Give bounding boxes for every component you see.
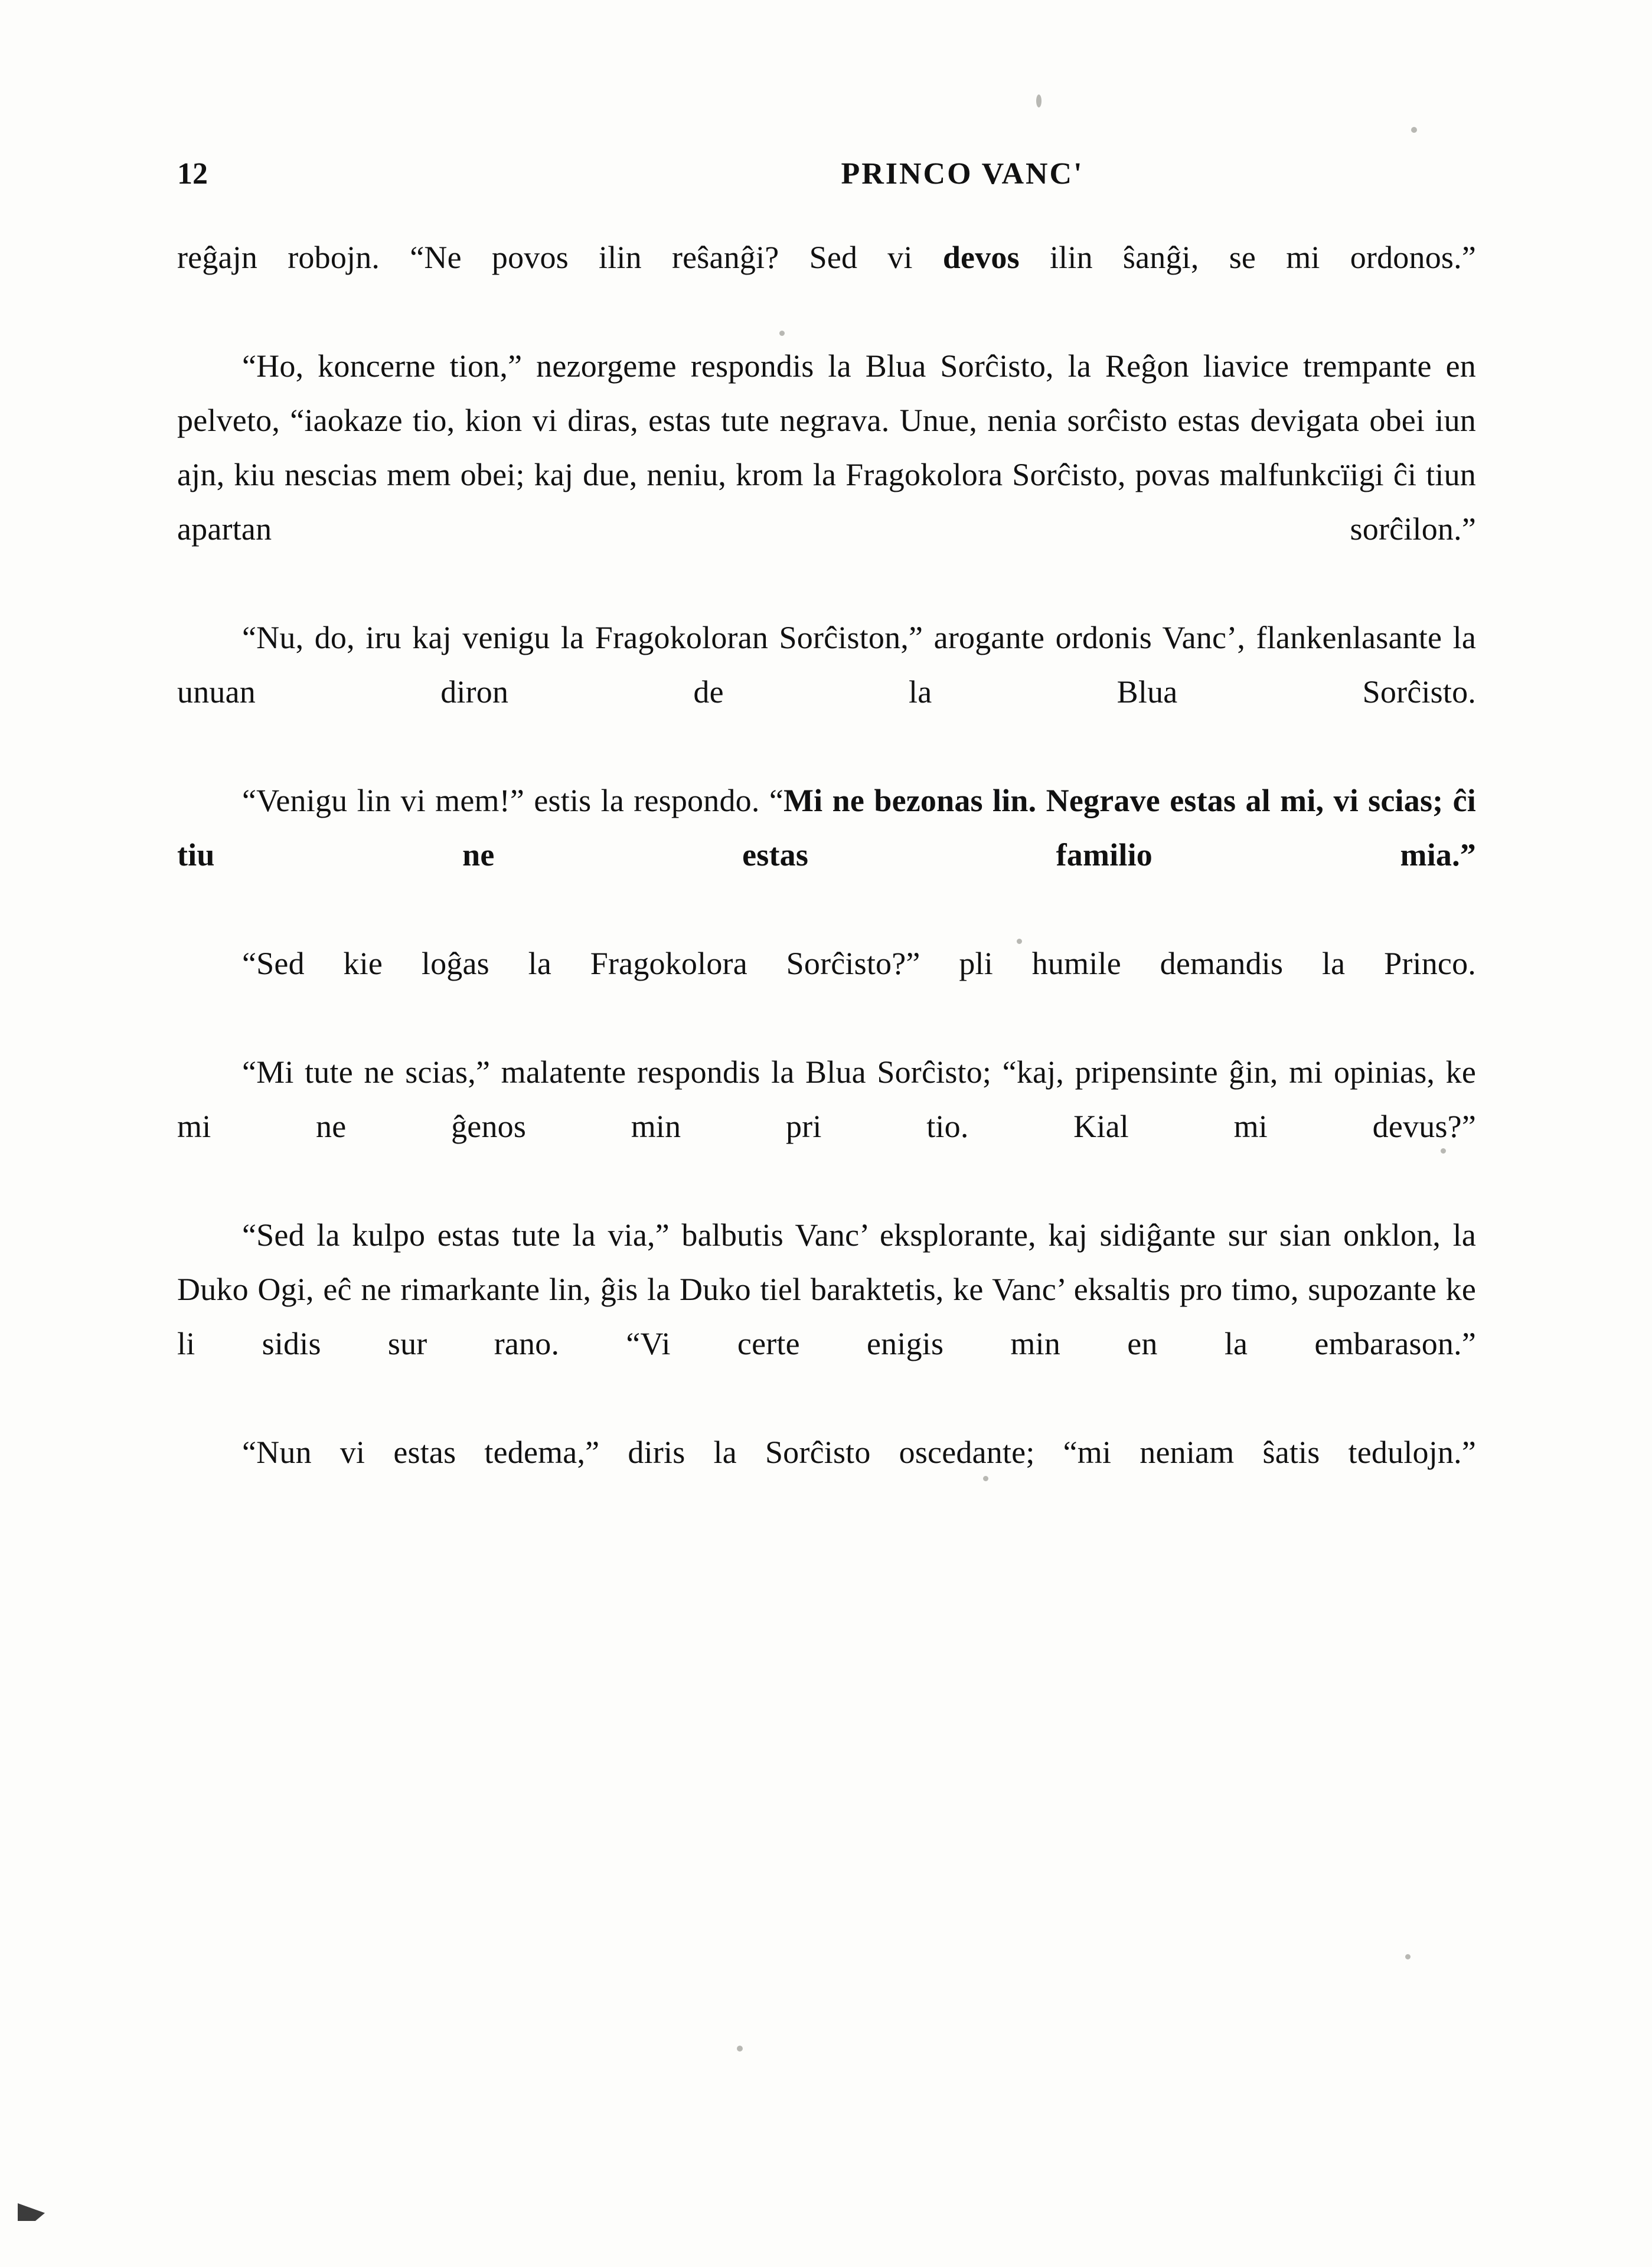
emphasised-text: devos [942,240,1020,275]
paragraph-7: “Sed la kulpo estas tute la via,” balbutis Vanc’ eksplorante, kaj sidiĝante sur sian onklon, la Duko Ogi, eĉ ne rimarkante lin, ĝis la Duko tiel baraktetis, ke Vanc’ eksaltis pro timo, supozante ke li sidis sur rano. “Vi certe enigis min en la embarason.” [177,1217,1476,1361]
paper-speck [1036,94,1042,107]
running-head: PRINCO VANC' [841,157,1084,191]
paper-speck [983,1476,988,1481]
paper-speck [1441,1148,1446,1154]
paragraph-6: “Mi tute ne scias,” malatente respondis la Blua Sorĉisto; “kaj, pripensinte ĝin, mi opinias, ke mi ne ĝenos min pri tio. Kial mi devus?” [177,1054,1476,1144]
page-body [177,230,1476,1534]
page-corner-mark-icon [18,2203,45,2221]
paper-speck [1405,1954,1411,1959]
paper-speck [737,2046,743,2052]
paragraph-8: “Nun vi estas tedema,” diris la Sorĉisto oscedante; “mi neniam ŝatis tedulojn.” [242,1435,1476,1470]
paper-speck [779,331,785,336]
paper-speck [1017,939,1022,944]
paragraph-5: “Sed kie loĝas la Fragokolora Sorĉisto?” pli humile demandis la Princo. [242,946,1476,981]
page-number: 12 [177,157,208,191]
page-header [177,156,1476,192]
paragraph-4: “Venigu lin vi mem!” estis la respondo. “Mi ne bezonas lin. Negrave estas al mi, vi scias; ĉi tiu ne estas familio mia.” [177,783,1476,873]
paragraph-2: “Ho, koncerne tion,” nezorgeme respondis la Blua Sorĉisto, la Reĝon liavice trempante en pelveto, “iaokaze tio, kion vi diras, estas tute negrava. Unue, nenia sorĉisto estas devigata obei iun ajn, kiu nescias mem obei; kaj due, neniu, krom la Fragokolora Sorĉisto, povas malfunkcïigi ĉi tiun apartan sorĉilon.” [177,348,1476,547]
paper-speck [1411,127,1417,133]
paragraph-3: “Nu, do, iru kaj venigu la Fragokoloran Sorĉiston,” arogante ordonis Vanc’, flankenlasante la unuan diron de la Blua Sorĉisto. [177,620,1476,710]
paragraph-1: reĝajn robojn. “Ne povos ilin reŝanĝi? Sed vi devos ilin ŝanĝi, se mi ordonos.” [177,240,1476,275]
emphasised-text: Mi ne bezonas lin. Negrave estas al mi, vi scias; ĉi tiu ne estas familio mia.” [177,783,1476,873]
